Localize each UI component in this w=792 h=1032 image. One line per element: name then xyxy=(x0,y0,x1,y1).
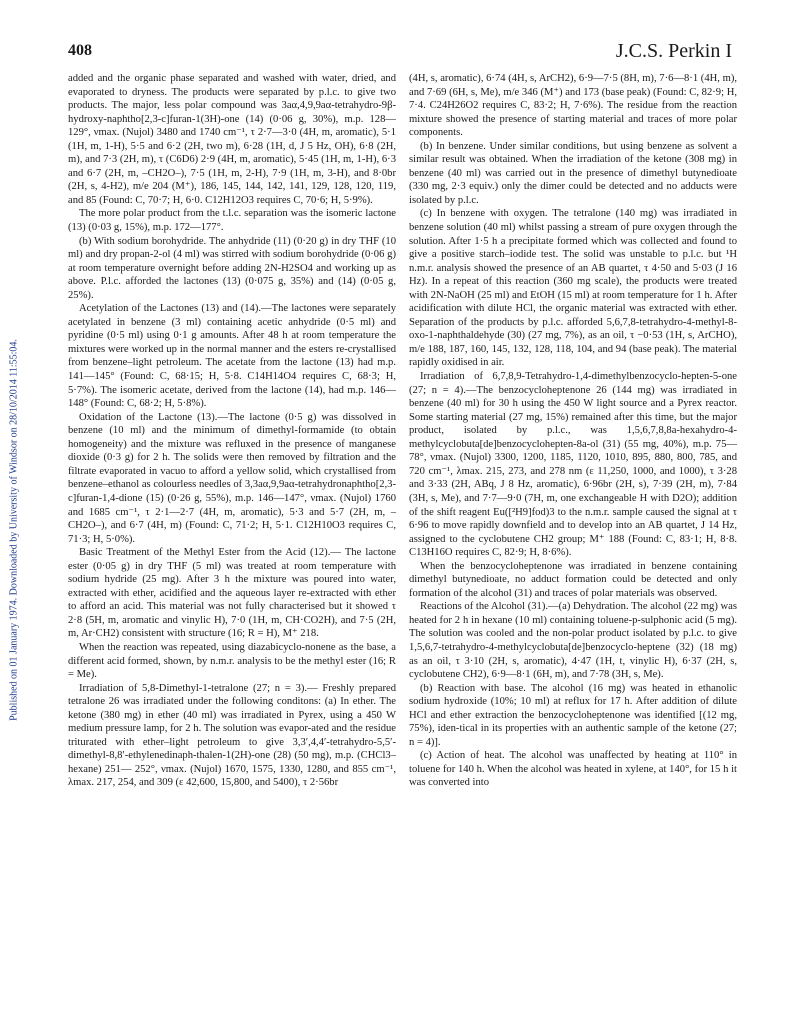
paragraph: Irradiation of 6,7,8,9-Tetrahydro-1,4-dimethylbenzocyclo-hepten-5-one (27; n = 4).—The benzocycloheptenone 26 (144 mg) was irradiated in benzene (40 ml) for 30 h using the 450 W light source and a Pyrex reactor. Some starting material (27 mg, 15%) remained after this time, but the major product, isolated by p.l.c., was 1,5,6,7,8,8a-hexahydro-4-methylcyclobuta[de]benzocyclohepten-8a-ol (31) (55 mg, 40%), m.p. 75—78°, νmax. (Nujol) 3300, 1200, 1185, 1120, 1010, 895, 880, 800, 785, and 720 cm⁻¹, λmax. 215, 273, and 278 nm (ε 11,250, 1000, and 1000), τ 3·28 and 3·33 (2H, ABq, J 8 Hz, aromatic), 6·96br (2H, s), 7·39 (2H, m), 7·84 (3H, s, Me), and 7·7—9·0 (7H, m, one exchangeable H with D2O); addition of the shift reagent Eu([²H9]fod)3 to the n.m.r. sample caused the signal at τ 6·96 to move rapidly downfield and to develop into an AB quartet, J 14 Hz, assigned to the cyclobutene CH2 group; M⁺ 188 (Found: C, 83·1; H, 8·8. C13H16O requires C, 82·9; H, 8·6%). xyxy=(409,371,737,559)
paragraph: Basic Treatment of the Methyl Ester from the Acid (12).— The lactone ester (0·05 g) in dry THF (5 ml) was treated at room temperature with sodium hydride (25 mg). After 3 h the mixture was poured into water, extracted with ether, acidified and the aqueous layer re-extracted with ether to afford an acid. This material was not fully characterised but it showed τ 2·8 (5H, m, aromatic and vinylic H), 7·0 (1H, m, CH·CO2H), and 7·5 (2H, m, Ar·CH2) consistent with structure (16; R = H), M⁺ 218. xyxy=(68,547,396,640)
paragraph: When the reaction was repeated, using diazabicyclo-nonene as the base, a different acid formed, shown, by n.m.r. analysis to be the methyl ester (16; R = Me). xyxy=(68,641,396,681)
paragraph: (b) Reaction with base. The alcohol (16 mg) was heated in ethanolic sodium hydroxide (10%; 10 ml) at reflux for 17 h. After addition of dilute HCl and ether extraction the benzocycloheptenone was identified [(12 mg, 75%), iden-tical in its properties with an authentic sample of the ketone (27; n = 4)]. xyxy=(409,682,737,748)
paragraph: Acetylation of the Lactones (13) and (14).—The lactones were separately acetylated in benzene (3 ml) containing acetic anhydride (0·5 ml) and pyridine (0·5 ml) using 0·1 g amounts. After 48 h at room temperature the mixtures were worked up in the normal manner and the esters re-crystallised from benzene–light petroleum. The acetate from the lactone (13) had m.p. 141—145° (Found: C, 68·15; H, 5·8. C14H14O4 requires C, 68·3; H, 5·7%). The isomeric acetate, derived from the lactone (14), had m.p. 146—148° (Found: C, 68·2; H, 5·8%). xyxy=(68,303,396,410)
paragraph: added and the organic phase separated and washed with water, dried, and evaporated to dryness. The products were separated by p.l.c. to give two products. The major, less polar compound was 3aα,4,9,9aα-tetrahydro-9β-hydroxy-naphtho[2,3-c]furan-1(3H)-one (14) (0·06 g, 30%), m.p. 128—129°, νmax. (Nujol) 3480 and 1740 cm⁻¹, τ 2·7—3·0 (4H, m, aromatic), 5·1 (1H, m, 1-H), 5·5 and 6·2 (2H, two m), 6·28 (1H, d, J 5 Hz, OH), 6·8 (2H, m), and 7·3 (2H, m), τ (C6D6) 2·9 (4H, m, aromatic), 5·45 (1H, m, 1-H), 6·3 and 6·7 (2H, m, –CH2O–), 7·5 (1H, m, 2-H), 7·9 (1H, m, 3-H), and 8·0br (2H, s, 4-H2), m/e 204 (M⁺), 186, 145, 144, 142, 141, 129, 128, 120, 119, and 85 (Found: C, 70·7; H, 6·0. C12H12O3 requires C, 70·6; H, 5·9%). xyxy=(68,73,396,206)
download-sidenote-text: Published on 01 January 1974. Downloaded by University of Windsor on 28/10/2014 11:55:04. xyxy=(8,339,20,721)
paragraph: (c) In benzene with oxygen. The tetralone (140 mg) was irradiated in benzene solution (40 ml) whilst passing a stream of pure oxygen through the solution. After 1·5 h a precipitate formed which was collected and found to give a positive starch–iodide test. The solid was unstable to p.l.c. but ¹H n.m.r. analysis showed the presence of an AB quartet, τ 4·50 and 5·03 (J 16 Hz). In a repeat of this reaction (360 mg scale), the products were treated with 2N-NaOH (25 ml) and EtOH (15 ml) at room temperature for 1 h. After acidification with dilute HCl, the organic material was extracted with ether. Separation of the products by p.l.c. afforded 5,6,7,8-tetrahydro-4-methyl-8-oxo-1-naphthaldehyde (30) (27 mg, 7%), as an oil, τ −0·53 (1H, s, ArCHO), m/e 188, 187, 160, 145, 132, 128, 118, 104, and 94 (base peak). The material rapidly oxidised in air. xyxy=(409,208,737,369)
page-number: 408 xyxy=(68,42,92,59)
paragraph: When the benzocycloheptenone was irradiated in benzene containing dimethyl butynedioate, no adduct formation could be detected and only formation of the alcohol (31) and traces of polar materials was observed. xyxy=(409,560,737,599)
right-column xyxy=(409,72,737,790)
journal-title: J.C.S. Perkin I xyxy=(615,40,732,62)
paragraph: (4H, s, aromatic), 6·74 (4H, s, ArCH2), 6·9—7·5 (8H, m), 7·6—8·1 (4H, m), and 7·69 (6H, s, Me), m/e 346 (M⁺) and 173 (base peak) (Found: C, 82·9; H, 7·4. C24H26O2 requires C, 83·2; H, 7·6%). The residue from the reaction mixture showed the presence of starting material and traces of more polar components. xyxy=(409,73,737,139)
paragraph: Oxidation of the Lactone (13).—The lactone (0·5 g) was dissolved in benzene (10 ml) and the minimum of dimethyl-formamide (to obtain homogeneity) and the mixture was refluxed in the presence of manganese dioxide (0·3 g) for 2 h. The solids were then removed by filtration and the filtrate evaporated in vacuo to afford a yellow solid, which crystallised from benzene–ethanol as colourless needles of 3,3aα,9,9aα-tetrahydronaphtho[2,3-c]furan-1,4-dione (15) (0·26 g, 55%), m.p. 146—147°, νmax. (Nujol) 1760 and 1685 cm⁻¹, τ 2·1—2·7 (4H, m, aromatic), 5·3 and 5·7 (2H, m, –CH2O–), and 6·7 (4H, m) (Found: C, 71·2; H, 5·1. C12H10O3 requires C, 71·3; H, 5·0%). xyxy=(68,411,396,545)
paragraph: Reactions of the Alcohol (31).—(a) Dehydration. The alcohol (22 mg) was heated for 2 h in hexane (10 ml) containing toluene-p-sulphonic acid (5 mg). The solution was cooled and the non-polar product isolated by p.l.c. to give 1,5,6,7-tetrahydro-4-methylcyclobuta[de]benzocyclo-heptene (32) (18 mg) as an oil, τ 3·10 (2H, s, aromatic), 4·47 (1H, t, vinylic H), 6·37 (2H, s, cyclobutene CH2), 6·9—8·1 (6H, m), and 7·78 (3H, s, Me). xyxy=(409,601,737,681)
download-sidenote xyxy=(4,210,24,850)
paragraph: (b) With sodium borohydride. The anhydride (11) (0·20 g) in dry THF (10 ml) and dry propan-2-ol (4 ml) was stirred with sodium borohydride (0·06 g) at room temperature overnight before adding 2N-H2SO4 and working up as above. P.l.c. afforded the lactones (13) (0·075 g, 35%) and (14) (0·05 g, 25%). xyxy=(68,235,396,301)
left-column xyxy=(68,72,396,790)
paragraph: Irradiation of 5,8-Dimethyl-1-tetralone (27; n = 3).— Freshly prepared tetralone 26 was irradiated under the following conditons: (a) In ether. The ketone (380 mg) in ether (40 ml) was irradiated in Pyrex, using a 450 W medium pressure lamp, for 2 h. The solution was evapor-ated and the residue triturated with ether–light petroleum to give 3,3′,4,4′-tetrahydro-5,5′-dimethyl-8,8′-ethylenedinaph-thalen-1(2H)-one (28) (50 mg), m.p. (CHCl3–hexane) 251— 252°, νmax. (Nujol) 1670, 1575, 1330, 1280, and 855 cm⁻¹, λmax. 217, 254, and 309 (ε 42,600, 15,800, and 5400), τ 2·56br xyxy=(68,682,396,789)
paragraph: The more polar product from the t.l.c. separation was the isomeric lactone (13) (0·03 g, 15%), m.p. 172—177°. xyxy=(68,208,396,234)
paragraph: (c) Action of heat. The alcohol was unaffected by heating at 110° in toluene for 140 h. When the alcohol was heated in xylene, at 140°, for 15 h it was converted into xyxy=(409,750,737,789)
paragraph: (b) In benzene. Under similar conditions, but using benzene as solvent a similar result was obtained. When the irradiation of the ketone (308 mg) in benzene (40 ml) was carried out in the presence of dimethyl butynedioate (330 mg, 2·3 equiv.) only the dimer could be detected and no adducts were isolated by p.l.c. xyxy=(409,140,737,206)
